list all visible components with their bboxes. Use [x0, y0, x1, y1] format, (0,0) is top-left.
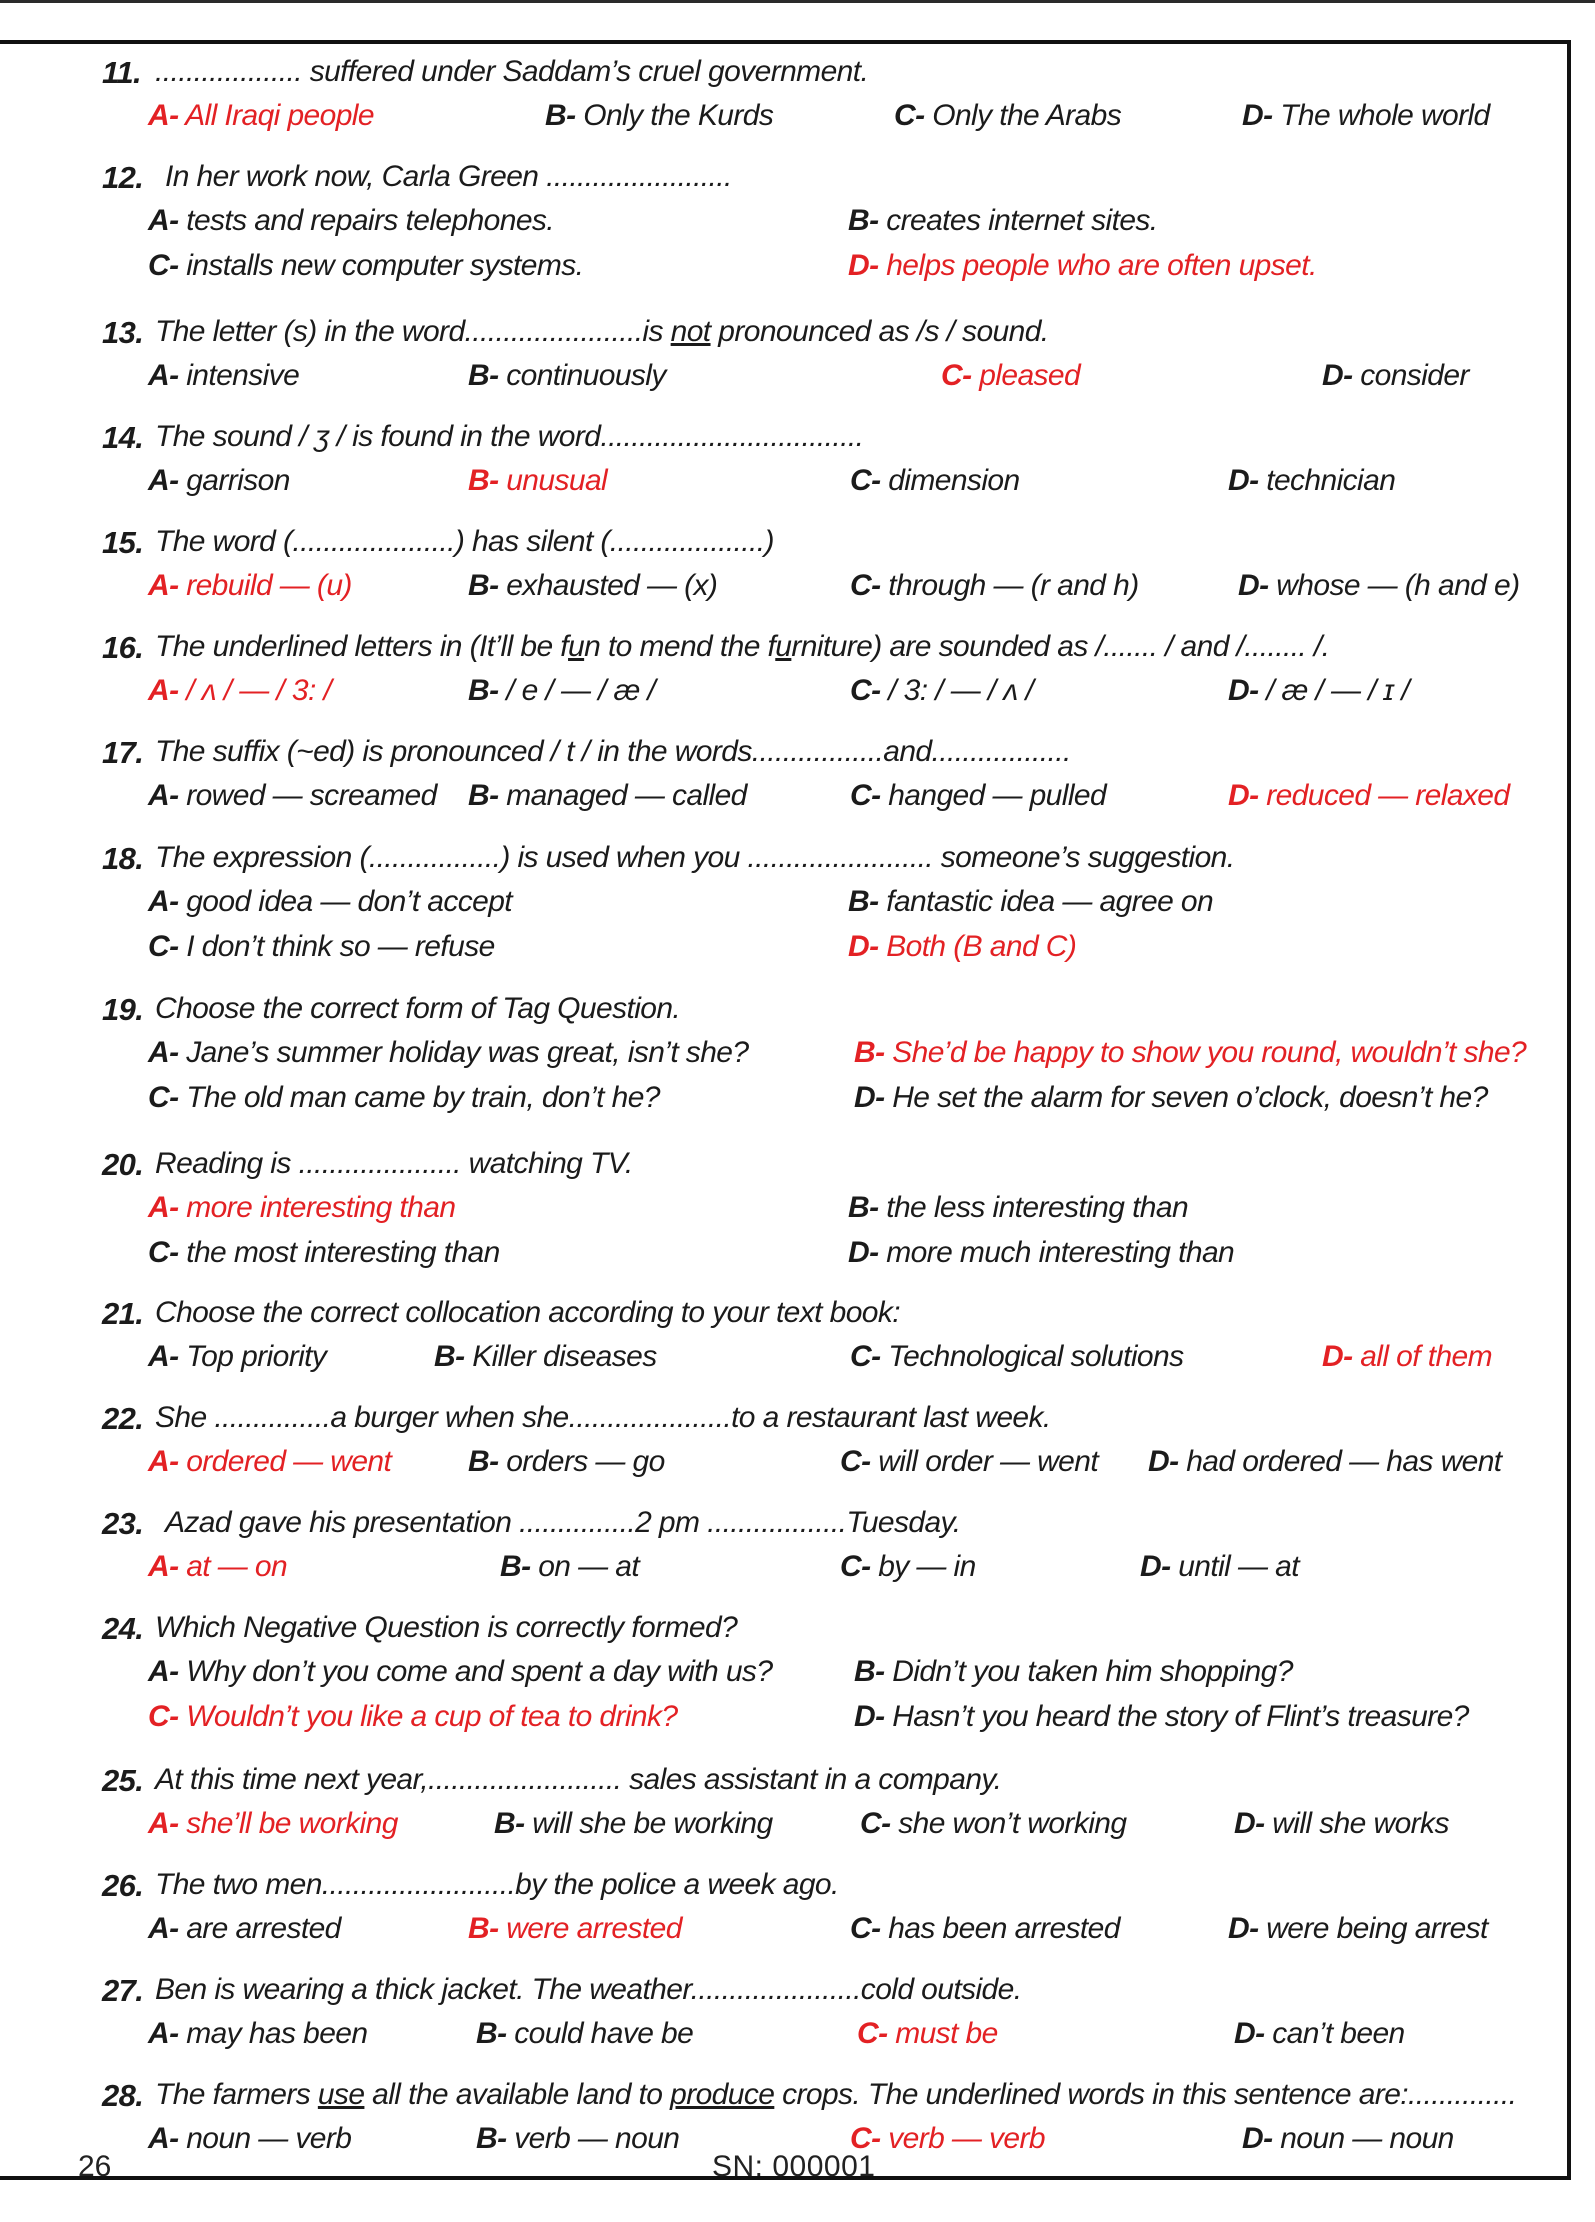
question-number: 17. — [102, 735, 144, 770]
question-text: ................... suffered under Saddam’s cruel government. — [155, 55, 869, 88]
option-letter: C- — [148, 1700, 179, 1733]
option-text: Wouldn’t you like a cup of tea to drink? — [178, 1700, 678, 1733]
answer-option[interactable] — [1228, 1912, 1488, 1946]
option-letter: D- — [854, 1081, 885, 1114]
option-letter: C- — [850, 1912, 881, 1945]
answer-option[interactable] — [840, 1445, 1098, 1479]
option-text: creates internet sites. — [878, 204, 1158, 237]
question-number: 25. — [102, 1763, 144, 1798]
option-text: the most interesting than — [178, 1236, 500, 1269]
option-letter: B- — [468, 464, 499, 497]
option-letter: D- — [848, 249, 879, 282]
option-letter: C- — [148, 930, 179, 963]
question-text: Choose the correct form of Tag Question. — [155, 992, 681, 1025]
answer-option[interactable] — [468, 359, 666, 393]
option-letter: D- — [1238, 569, 1269, 602]
option-text: verb — verb — [880, 2122, 1045, 2155]
option-letter: B- — [854, 1036, 885, 1069]
option-letter: B- — [545, 99, 576, 132]
option-text: rebuild — (u) — [178, 569, 352, 602]
option-text: intensive — [178, 359, 300, 392]
option-letter: D- — [1228, 674, 1259, 707]
option-letter: B- — [434, 1340, 465, 1373]
answer-option[interactable] — [148, 464, 290, 498]
answer-option[interactable] — [545, 99, 773, 133]
option-letter: D- — [854, 1700, 885, 1733]
answer-option[interactable] — [848, 1236, 1234, 1270]
answer-option[interactable] — [476, 2122, 679, 2156]
option-text: / e / — / æ / — [498, 674, 656, 707]
option-text: The old man came by train, don’t he? — [178, 1081, 660, 1114]
question-text: Reading is ..................... watching TV. — [155, 1147, 633, 1180]
option-letter: B- — [848, 204, 879, 237]
option-text: Both (B and C) — [878, 930, 1077, 963]
option-text: rowed — screamed — [178, 779, 437, 812]
answer-option[interactable] — [476, 2017, 693, 2051]
question-number: 12. — [102, 160, 144, 195]
option-letter: D- — [1228, 779, 1259, 812]
question-text: Which Negative Question is correctly formed? — [155, 1611, 738, 1644]
option-letter: C- — [850, 674, 881, 707]
option-letter: A- — [148, 464, 179, 497]
option-letter: A- — [148, 1191, 179, 1224]
option-letter: C- — [840, 1550, 871, 1583]
option-text: will she works — [1264, 1807, 1449, 1840]
option-text: were being arrest — [1258, 1912, 1488, 1945]
answer-option[interactable] — [1140, 1550, 1299, 1584]
option-text: The whole world — [1272, 99, 1490, 132]
answer-option[interactable] — [850, 464, 1020, 498]
answer-option[interactable] — [1148, 1445, 1502, 1479]
option-text: I don’t think so — refuse — [178, 930, 495, 963]
question-number: 14. — [102, 420, 144, 455]
option-letter: C- — [850, 2122, 881, 2155]
option-letter: C- — [850, 1340, 881, 1373]
option-letter: A- — [148, 779, 179, 812]
question-number: 13. — [102, 315, 144, 350]
option-text: continuously — [498, 359, 666, 392]
question-text: She ...............a burger when she.....................to a restaurant last week. — [155, 1401, 1051, 1434]
answer-option-correct[interactable] — [1322, 1340, 1492, 1374]
option-text: Technological solutions — [880, 1340, 1184, 1373]
option-text: orders — go — [498, 1445, 665, 1478]
option-text: the less interesting than — [878, 1191, 1189, 1224]
answer-option[interactable] — [854, 1655, 1293, 1689]
question-text: The expression (.................) is used when you ........................ someone’s suggestion. — [155, 841, 1235, 874]
option-text: Jane’s summer holiday was great, isn’t she? — [178, 1036, 749, 1069]
answer-option[interactable] — [1242, 99, 1490, 133]
option-text: more interesting than — [178, 1191, 456, 1224]
option-letter: B- — [468, 674, 499, 707]
question-number: 23. — [102, 1506, 144, 1541]
question-text: At this time next year,......................... sales assistant in a company. — [155, 1763, 1002, 1796]
option-text: / ʌ / — / 3: / — [178, 674, 332, 707]
option-letter: B- — [468, 779, 499, 812]
option-text: has been arrested — [880, 1912, 1120, 1945]
option-letter: A- — [148, 674, 179, 707]
option-letter: B- — [468, 359, 499, 392]
option-text: through — (r and h) — [880, 569, 1139, 602]
option-letter: D- — [848, 1236, 879, 1269]
answer-option[interactable] — [848, 204, 1158, 238]
answer-option[interactable] — [434, 1340, 657, 1374]
option-letter: D- — [848, 930, 879, 963]
option-letter: A- — [148, 1036, 179, 1069]
option-letter: A- — [148, 569, 179, 602]
option-text: exhausted — (x) — [498, 569, 718, 602]
option-letter: A- — [148, 1655, 179, 1688]
answer-option-correct[interactable] — [148, 1445, 391, 1479]
serial-number: SN: 000001 — [712, 2150, 876, 2183]
option-text: garrison — [178, 464, 290, 497]
answer-option[interactable] — [148, 885, 512, 919]
option-text: tests and repairs telephones. — [178, 204, 555, 237]
option-letter: A- — [148, 204, 179, 237]
answer-option[interactable] — [850, 779, 1106, 813]
option-letter: D- — [1228, 1912, 1259, 1945]
answer-option[interactable] — [468, 569, 717, 603]
question-number: 21. — [102, 1296, 144, 1331]
option-text: at — on — [178, 1550, 288, 1583]
option-letter: C- — [941, 359, 972, 392]
question-number: 22. — [102, 1401, 144, 1436]
question-number: 28. — [102, 2078, 144, 2113]
option-text: managed — called — [498, 779, 747, 812]
answer-option-correct[interactable] — [148, 99, 374, 133]
option-letter: A- — [148, 2017, 179, 2050]
option-text: are arrested — [178, 1912, 341, 1945]
option-text: whose — (h and e) — [1268, 569, 1520, 602]
answer-option[interactable] — [1238, 569, 1519, 603]
answer-option-correct[interactable] — [857, 2017, 998, 2051]
answer-option-correct[interactable] — [850, 2122, 1045, 2156]
option-letter: C- — [857, 2017, 888, 2050]
option-text: She’d be happy to show you round, wouldn’t she? — [884, 1036, 1527, 1069]
question-text: Choose the correct collocation according to your text book: — [155, 1296, 901, 1329]
option-text: will she be working — [524, 1807, 773, 1840]
answer-option[interactable] — [850, 674, 1033, 708]
option-letter: C- — [148, 1081, 179, 1114]
option-text: had ordered — has went — [1178, 1445, 1502, 1478]
option-text: unusual — [498, 464, 608, 497]
question-text: The farmers use all the available land to produce crops. The underlined words in this sentence are:.............. — [155, 2078, 1517, 2111]
answer-option[interactable] — [148, 930, 495, 964]
answer-option[interactable] — [850, 1340, 1184, 1374]
option-letter: D- — [1234, 2017, 1265, 2050]
question-number: 27. — [102, 1973, 144, 2008]
option-text: she won’t working — [890, 1807, 1127, 1840]
answer-option-correct[interactable] — [848, 249, 1317, 283]
option-text: fantastic idea — agree on — [878, 885, 1214, 918]
answer-option-correct[interactable] — [854, 1036, 1526, 1070]
answer-option[interactable] — [840, 1550, 976, 1584]
answer-option[interactable] — [854, 1700, 1469, 1734]
page-number: 26 — [78, 2150, 112, 2183]
option-text: Why don’t you come and spent a day with us? — [178, 1655, 773, 1688]
option-letter: A- — [148, 1550, 179, 1583]
option-text: until — at — [1170, 1550, 1299, 1583]
question-number: 20. — [102, 1147, 144, 1182]
question-text: Ben is wearing a thick jacket. The weather......................cold outside. — [155, 1973, 1022, 2006]
option-text: noun — noun — [1272, 2122, 1454, 2155]
option-letter: C- — [850, 569, 881, 602]
option-letter: A- — [148, 359, 179, 392]
option-text: can’t been — [1264, 2017, 1405, 2050]
answer-option[interactable] — [468, 1445, 665, 1479]
option-text: hanged — pulled — [880, 779, 1107, 812]
option-text: reduced — relaxed — [1258, 779, 1510, 812]
option-letter: D- — [1148, 1445, 1179, 1478]
option-letter: D- — [1322, 359, 1353, 392]
option-text: more much interesting than — [878, 1236, 1235, 1269]
answer-option[interactable] — [148, 2017, 367, 2051]
question-text: The underlined letters in (It’ll be fun to mend the furniture) are sounded as /....... / and /........ /. — [155, 630, 1330, 663]
option-letter: A- — [148, 885, 179, 918]
option-letter: D- — [1242, 99, 1273, 132]
option-letter: A- — [148, 2122, 179, 2155]
option-letter: D- — [1322, 1340, 1353, 1373]
option-text: Top priority — [178, 1340, 327, 1373]
question-number: 15. — [102, 525, 144, 560]
option-letter: A- — [148, 1807, 179, 1840]
answer-option[interactable] — [1234, 2017, 1405, 2051]
answer-option[interactable] — [148, 1340, 326, 1374]
option-letter: B- — [500, 1550, 531, 1583]
option-letter: B- — [468, 1445, 499, 1478]
answer-option[interactable] — [148, 249, 583, 283]
option-text: all of them — [1352, 1340, 1493, 1373]
option-letter: C- — [148, 249, 179, 282]
option-text: / 3: / — / ʌ / — [880, 674, 1034, 707]
answer-option[interactable] — [148, 1036, 748, 1070]
option-letter: B- — [848, 1191, 879, 1224]
option-text: must be — [887, 2017, 998, 2050]
option-letter: C- — [860, 1807, 891, 1840]
question-number: 18. — [102, 841, 144, 876]
top-rule — [0, 0, 1595, 3]
option-text: Hasn’t you heard the story of Flint’s treasure? — [884, 1700, 1469, 1733]
question-text: The word (.....................) has silent (....................) — [155, 525, 774, 558]
option-text: Only the Arabs — [924, 99, 1122, 132]
answer-option[interactable] — [148, 359, 299, 393]
answer-option[interactable] — [1242, 2122, 1454, 2156]
answer-option[interactable] — [148, 1912, 341, 1946]
option-text: technician — [1258, 464, 1396, 497]
option-text: verb — noun — [506, 2122, 680, 2155]
answer-option-correct[interactable] — [148, 569, 352, 603]
answer-option-correct[interactable] — [848, 930, 1076, 964]
answer-option[interactable] — [468, 779, 747, 813]
answer-option[interactable] — [148, 1081, 660, 1115]
option-text: Killer diseases — [464, 1340, 657, 1373]
question-number: 16. — [102, 630, 144, 665]
question-text: The suffix (~ed) is pronounced / t / in the words.................and.................. — [155, 735, 1071, 768]
answer-option[interactable] — [848, 885, 1213, 919]
option-letter: B- — [476, 2122, 507, 2155]
option-letter: B- — [476, 2017, 507, 2050]
answer-option-correct[interactable] — [148, 1700, 678, 1734]
question-number: 24. — [102, 1611, 144, 1646]
answer-option-correct[interactable] — [148, 1550, 287, 1584]
option-letter: D- — [1228, 464, 1259, 497]
option-letter: D- — [1234, 1807, 1265, 1840]
option-text: / æ / — / ɪ / — [1258, 674, 1410, 707]
option-letter: B- — [468, 1912, 499, 1945]
answer-option[interactable] — [148, 1655, 772, 1689]
option-text: on — at — [530, 1550, 640, 1583]
option-text: He set the alarm for seven o’clock, doesn’t he? — [884, 1081, 1488, 1114]
answer-option[interactable] — [850, 1912, 1120, 1946]
option-letter: B- — [468, 569, 499, 602]
option-text: helps people who are often upset. — [878, 249, 1317, 282]
option-letter: C- — [850, 464, 881, 497]
option-letter: A- — [148, 1340, 179, 1373]
answer-option[interactable] — [500, 1550, 639, 1584]
option-text: All Iraqi people — [178, 99, 374, 132]
option-letter: C- — [840, 1445, 871, 1478]
option-letter: B- — [494, 1807, 525, 1840]
option-letter: B- — [854, 1655, 885, 1688]
option-letter: D- — [1242, 2122, 1273, 2155]
option-letter: C- — [148, 1236, 179, 1269]
question-number: 11. — [102, 55, 141, 90]
question-text: In her work now, Carla Green ........................ — [165, 160, 732, 193]
option-letter: A- — [148, 99, 179, 132]
option-text: will order — went — [870, 1445, 1099, 1478]
answer-option-correct[interactable] — [468, 464, 607, 498]
option-text: pleased — [971, 359, 1081, 392]
answer-option[interactable] — [148, 779, 437, 813]
answer-option[interactable] — [860, 1807, 1126, 1841]
question-text: The letter (s) in the word.......................is not pronounced as /s / sound. — [155, 315, 1049, 348]
option-text: by — in — [870, 1550, 976, 1583]
answer-option[interactable] — [1322, 359, 1469, 393]
answer-option[interactable] — [148, 2122, 351, 2156]
answer-option-correct[interactable] — [148, 1807, 398, 1841]
answer-option[interactable] — [854, 1081, 1488, 1115]
answer-option-correct[interactable] — [148, 674, 331, 708]
answer-option[interactable] — [1228, 464, 1395, 498]
option-text: Only the Kurds — [575, 99, 774, 132]
answer-option[interactable] — [850, 569, 1139, 603]
answer-option[interactable] — [148, 1236, 500, 1270]
option-letter: B- — [848, 885, 879, 918]
answer-option-correct[interactable] — [148, 1191, 455, 1225]
answer-option[interactable] — [148, 204, 554, 238]
option-text: were arrested — [498, 1912, 682, 1945]
option-text: may has been — [178, 2017, 368, 2050]
option-text: consider — [1352, 359, 1469, 392]
option-text: she’ll be working — [178, 1807, 398, 1840]
option-text: noun — verb — [178, 2122, 352, 2155]
answer-option[interactable] — [894, 99, 1121, 133]
answer-option[interactable] — [494, 1807, 773, 1841]
question-text: Azad gave his presentation ...............2 pm ..................Tuesday. — [165, 1506, 961, 1539]
option-text: Didn’t you taken him shopping? — [884, 1655, 1293, 1688]
option-letter: D- — [1140, 1550, 1171, 1583]
option-letter: C- — [894, 99, 925, 132]
option-text: could have be — [506, 2017, 694, 2050]
option-letter: A- — [148, 1912, 179, 1945]
option-text: installs new computer systems. — [178, 249, 584, 282]
option-text: good idea — don’t accept — [178, 885, 513, 918]
option-text: ordered — went — [178, 1445, 392, 1478]
answer-option[interactable] — [1228, 674, 1409, 708]
option-text: dimension — [880, 464, 1020, 497]
answer-option-correct[interactable] — [941, 359, 1080, 393]
option-letter: C- — [850, 779, 881, 812]
question-text: The sound / ʒ / is found in the word.................................. — [155, 420, 864, 453]
question-number: 19. — [102, 992, 144, 1027]
answer-option-correct[interactable] — [468, 1912, 682, 1946]
question-text: The two men.........................by the police a week ago. — [155, 1868, 839, 1901]
answer-option[interactable] — [1234, 1807, 1449, 1841]
answer-option[interactable] — [468, 674, 655, 708]
answer-option[interactable] — [848, 1191, 1188, 1225]
answer-option-correct[interactable] — [1228, 779, 1509, 813]
question-number: 26. — [102, 1868, 144, 1903]
option-letter: A- — [148, 1445, 179, 1478]
